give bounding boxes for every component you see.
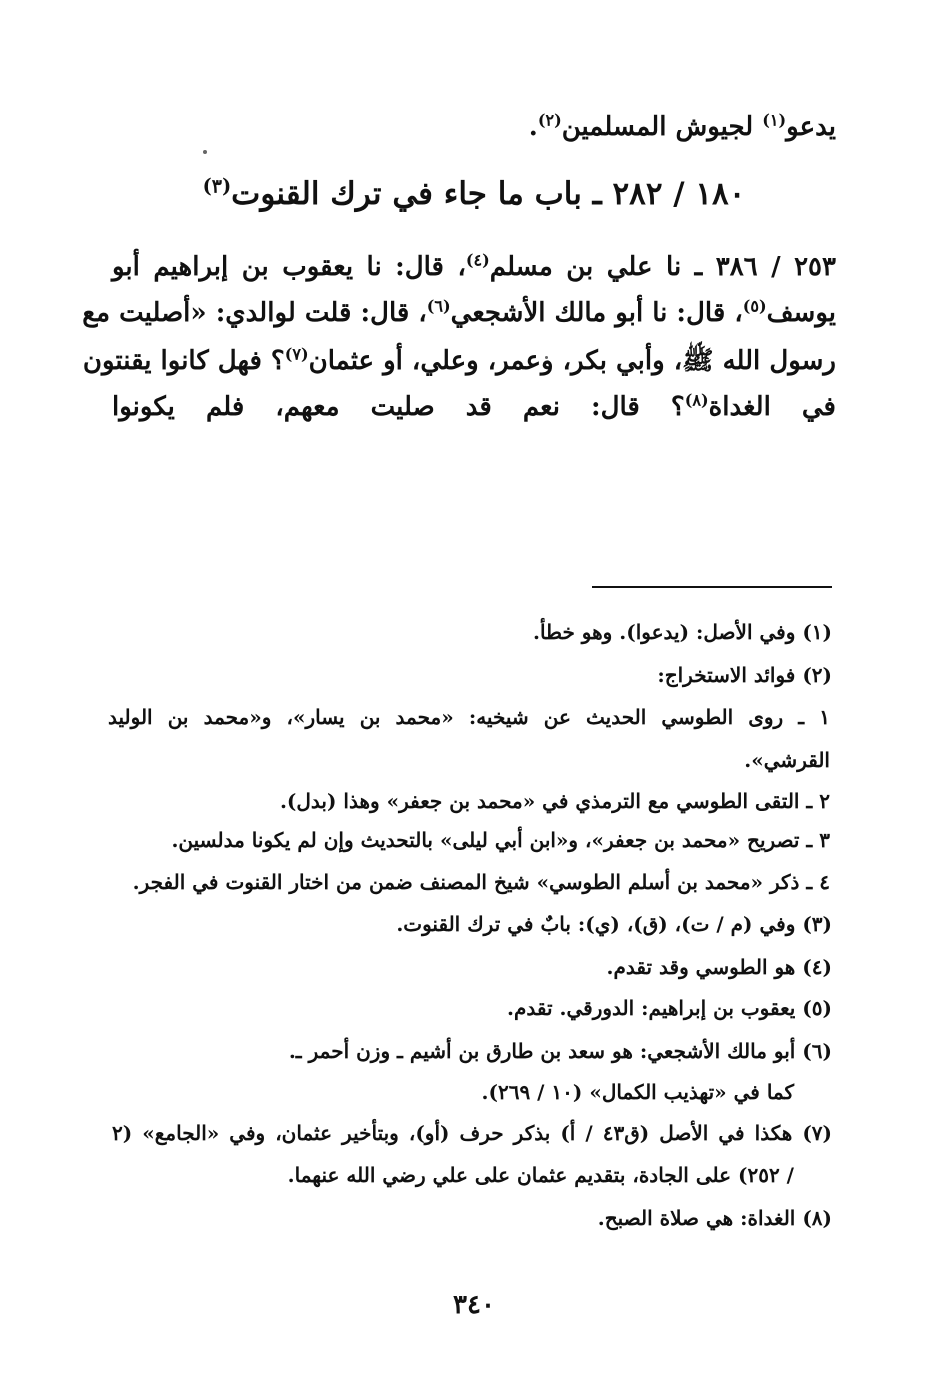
footnote-8: (٨) الغداة: هي صلاة الصبح. — [597, 1206, 832, 1230]
footnote-marker-2: (٢) — [537, 110, 562, 130]
paragraph-line-3-rest: ؟ فهل كانوا يقنتون — [82, 346, 285, 376]
footnote-marker-7: (٧) — [284, 344, 309, 364]
footnote-1: (١) وفي الأصل: (يدعوا). وهو خطأ. — [533, 620, 832, 644]
paragraph-line-2-mid: ، قال: نا أبو مالك الأشجعي — [450, 298, 743, 328]
paragraph-line-4-text: في الغداة — [708, 392, 836, 422]
footnote-7-cont: / ٢٥٢) على الجادة، بتقديم عثمان على علي رضي الله عنهما. — [287, 1163, 794, 1187]
paragraph-line-2-text: يوسف — [766, 298, 836, 328]
paragraph-line-4 — [112, 392, 836, 422]
top-line-pre: يدعو — [786, 112, 836, 142]
footnote-4: (٤) هو الطوسي وقد تقدم. — [606, 955, 832, 979]
chapter-heading-text: ١٨٠ / ٢٨٢ ـ باب ما جاء في ترك القنوت — [231, 176, 746, 212]
footnote-marker-6: (٦) — [426, 296, 451, 316]
paragraph-line-2-rest: ، قال: قلت لوالدي: «أصليت مع — [82, 298, 427, 328]
footnote-2-item-3: ٣ ـ تصريح «محمد بن جعفر»، و«ابن أبي ليلى» بالتحديث وإن لم يكونا مدلسين. — [171, 828, 830, 852]
paragraph-line-1 — [112, 252, 836, 282]
footnote-6: (٦) أبو مالك الأشجعي: هو سعد بن طارق بن أشيم ـ وزن أحمر ـ. — [288, 1039, 832, 1063]
footnote-marker-8: (٨) — [684, 390, 709, 410]
top-line — [529, 112, 836, 142]
paragraph-line-3 — [82, 344, 836, 382]
footnote-2-item-1-cont: القرشي». — [744, 748, 830, 772]
footnote-separator — [592, 586, 832, 588]
footnote-5: (٥) يعقوب بن إبراهيم: الدورقي. تقدم. — [507, 996, 832, 1020]
paragraph-line-1-text: ٢٥٣ / ٣٨٦ ـ نا علي بن مسلم — [489, 252, 836, 282]
paragraph-line-4-rest: ؟ قال: نعم قد صليت معهم، فلم يكونوا — [112, 392, 685, 422]
footnote-7: (٧) هكذا في الأصل (ق٤٣ / أ) بذكر حرف (أو)، وبتأخير عثمان، وفي «الجامع» (٢ — [112, 1121, 833, 1145]
footnote-2-item-4: ٤ ـ ذكر «محمد بن أسلم الطوسي» شيخ المصنف ضمن من اختار القنوت في الفجر. — [132, 870, 830, 894]
footnote-marker-3: (٣) — [202, 174, 232, 198]
chapter-heading — [0, 176, 948, 212]
footnote-marker-4: (٤) — [465, 250, 490, 270]
scan-speck — [203, 150, 207, 154]
footnote-marker-1: (١) — [762, 110, 787, 130]
page-number: ٣٤٠ — [453, 1290, 495, 1320]
footnote-6-cont: كما في «تهذيب الكمال» (١٠ / ٢٦٩). — [481, 1080, 794, 1104]
paragraph-line-2 — [82, 296, 836, 328]
footnote-2-item-1: ١ ـ روى الطوسي الحديث عن شيخيه: «محمد بن يسار»، و«محمد بن الوليد — [108, 705, 830, 729]
paragraph-line-3-text: رسول الله ﷺ، وأبي بكر، وعمر، وعلي، أو عثمان — [308, 346, 836, 376]
footnote-2-item-2: ٢ ـ التقى الطوسي مع الترمذي في «محمد بن جعفر» وهذا (بدل). — [279, 789, 830, 813]
footnote-3: (٣) وفي (م / ت)، (ق)، (ي): بابٌ في ترك القنوت. — [396, 912, 832, 936]
top-line-mid: لجيوش المسلمين — [561, 112, 763, 142]
footnote-2: (٢) فوائد الاستخراج: — [657, 663, 832, 687]
paragraph-line-1-rest: ، قال: نا يعقوب بن إبراهيم أبو — [112, 252, 466, 282]
footnote-marker-5: (٥) — [742, 296, 767, 316]
top-line-end: . — [528, 112, 538, 142]
